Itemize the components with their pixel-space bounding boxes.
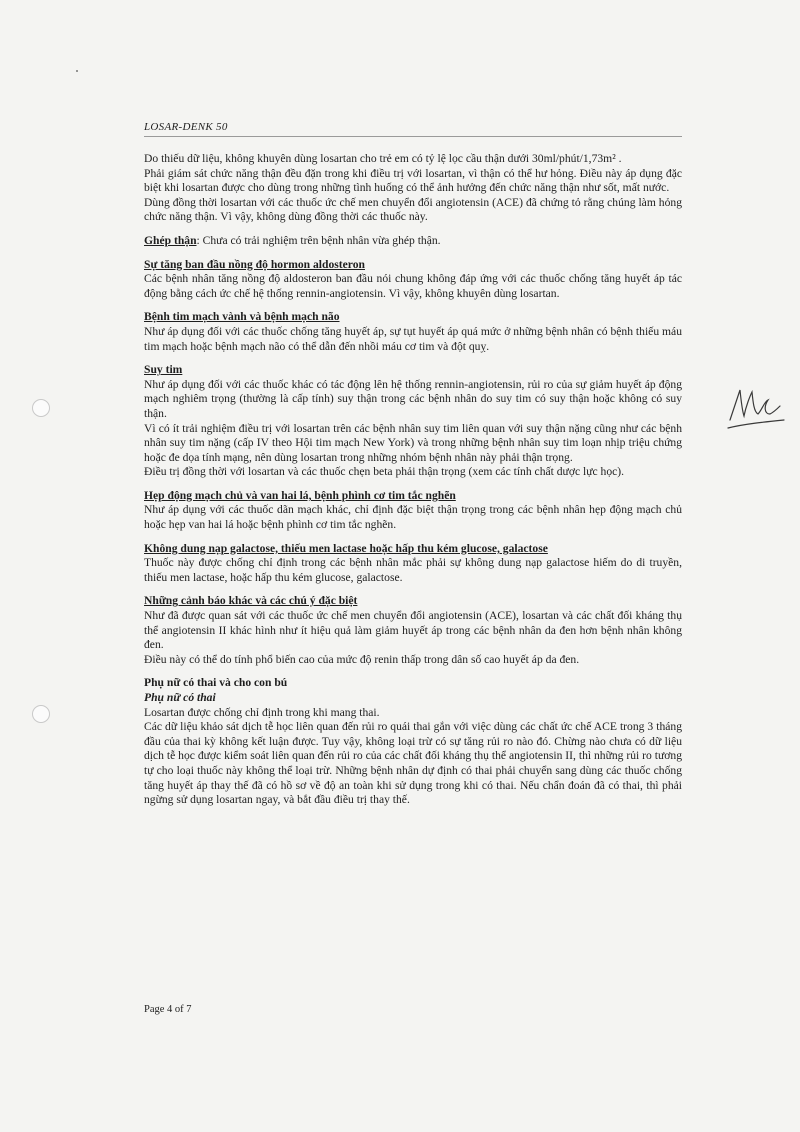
section-heading: Không dung nạp galactose, thiếu men lactase hoặc hấp thu kém glucose, galactose bbox=[144, 541, 548, 555]
section bbox=[144, 594, 682, 667]
page-number: Page 4 of 7 bbox=[144, 1004, 192, 1015]
section-heading: Phụ nữ có thai và cho con bú bbox=[144, 676, 288, 690]
paragraph: Các dữ liệu khảo sát dịch tễ học liên quan đến rủi ro quái thai gắn với việc dùng các chất ức chế ACE trong 3 tháng đầu của thai kỳ không kết luận được. Tuy vậy, không loại trừ có sự tăng rủi ro nào đó. Chừng nào chưa có dữ liệu dịch tễ học được kiểm soát liên quan đến rủi ro của các chất đối kháng thụ thể angiotensin II, thì những rủi ro tương tự cho loại thuốc này không thể loại trừ. Những bệnh nhân dự định có thai phải chuyển sang dùng các thuốc chống tăng huyết áp thay thế đã có hồ sơ về độ an toàn khi sử dụng trong khi có thai. Nếu chẩn đoán đã có thai, thì phải ngừng sử dụng losartan ngay, và bắt đầu điều trị thay thế. bbox=[144, 720, 682, 807]
section-subheading: Phụ nữ có thai bbox=[144, 691, 216, 704]
paragraph: Thuốc này được chống chỉ định trong các bệnh nhân mắc phải sự không dung nạp galactose hiếm do di truyền, thiếu men lactase, hoặc hấp thu kém glucose, galactose. bbox=[144, 556, 682, 584]
paragraph: Như áp dụng đối với các thuốc khác có tác động lên hệ thống rennin-angiotensin, rủi ro của sự giảm huyết áp động mạch nghiêm trọng (thường là cấp tính) suy thận trong các bệnh nhân do suy tim có suy thận hoặc không có suy thận. bbox=[144, 377, 682, 420]
section bbox=[144, 489, 682, 533]
section-heading: Hẹp động mạch chủ và van hai lá, bệnh phình cơ tim tắc nghẽn bbox=[144, 488, 456, 502]
section bbox=[144, 363, 682, 480]
section bbox=[144, 542, 682, 586]
paragraph: Losartan được chống chỉ định trong khi mang thai. bbox=[144, 705, 380, 719]
section-heading: Bệnh tim mạch vành và bệnh mạch não bbox=[144, 310, 340, 324]
section bbox=[144, 676, 682, 807]
punch-hole bbox=[32, 399, 50, 417]
section bbox=[144, 258, 682, 302]
paragraph-text: : Chưa có trải nghiệm trên bệnh nhân vừa ghép thận. bbox=[196, 233, 441, 247]
paragraph: Các bệnh nhân tăng nồng độ aldosteron ban đầu nói chung không đáp ứng với các thuốc chống tăng huyết áp tác động bằng cách ức chế hệ thống rennin-angiotensin. Vì vậy, không khuyên dùng losartan. bbox=[144, 272, 682, 300]
section bbox=[144, 152, 682, 225]
paragraph: Như áp dụng với các thuốc dãn mạch khác, chỉ định đặc biệt thận trọng trong các bệnh nhân hẹp động mạch chủ hoặc hẹp van hai lá hoặc bệnh phình cơ tim tắc nghẽn. bbox=[144, 503, 682, 532]
document-header: LOSAR-DENK 50 bbox=[144, 121, 682, 137]
paragraph: Điều trị đồng thời với losartan và các thuốc chẹn beta phải thận trọng (xem các tính chất dược lực học). bbox=[144, 465, 625, 479]
paragraph bbox=[144, 234, 682, 249]
section bbox=[144, 310, 682, 354]
section-heading: Những cảnh báo khác và các chú ý đặc biệt bbox=[144, 594, 358, 608]
paragraph: Như áp dụng đối với các thuốc chống tăng huyết áp, sự tụt huyết áp quá mức ở những bệnh nhân có bệnh thiếu máu tim mạch hoặc bệnh mạch não có thể dẫn đến nhồi máu cơ tim và đột quỵ. bbox=[144, 324, 682, 353]
paragraph: Như đã được quan sát với các thuốc ức chế men chuyển đổi angiotensin (ACE), losartan và các chất đối kháng thụ thể angiotensin II khác hình như ít hiệu quả làm giảm huyết áp trong các bệnh nhân da đen hơn bệnh nhân không đen. bbox=[144, 609, 682, 652]
section bbox=[144, 234, 682, 249]
handwritten-initials bbox=[724, 384, 788, 434]
document-body bbox=[144, 152, 682, 808]
section-heading: Suy tim bbox=[144, 363, 183, 377]
paragraph: Do thiếu dữ liệu, không khuyên dùng losartan cho trẻ em có tỷ lệ lọc cầu thận dưới 30ml/phút/1,73m² . bbox=[144, 152, 622, 165]
section-heading: Sự tăng ban đầu nồng độ hormon aldosteron bbox=[144, 257, 365, 271]
paragraph: Dùng đồng thời losartan với các thuốc ức chế men chuyển đổi angiotensin (ACE) đã chứng tỏ rằng chúng làm hỏng chức năng thận. Vì vậy, không dùng đồng thời các thuốc này. bbox=[144, 195, 682, 224]
inline-heading: Ghép thận bbox=[144, 233, 197, 247]
paragraph: Điều này có thể do tính phổ biến cao của mức độ renin thấp trong dân số cao huyết áp da đen. bbox=[144, 652, 580, 666]
scan-speck bbox=[76, 70, 78, 72]
paragraph: Phải giám sát chức năng thận đều đặn trong khi điều trị với losartan, vì thận có thể hư hỏng. Điều này áp dụng đặc biệt khi losartan được cho dùng trong những tình huống có thể ảnh hưởng đến chức năng thận như sốt, mất nước. bbox=[144, 166, 682, 195]
paragraph: Vì có ít trải nghiệm điều trị với losartan trên các bệnh nhân suy tim liên quan với suy thận nặng cũng như các bệnh nhân suy tim nặng (cấp IV theo Hội tim mạch New York) và trong những bệnh nhân suy tim loạn nhịp triệu chứng hoặc đe dọa tính mạng, nên dùng losartan trong những nhóm bệnh nhân này phải thận trọng. bbox=[144, 421, 682, 464]
punch-hole bbox=[32, 705, 50, 723]
